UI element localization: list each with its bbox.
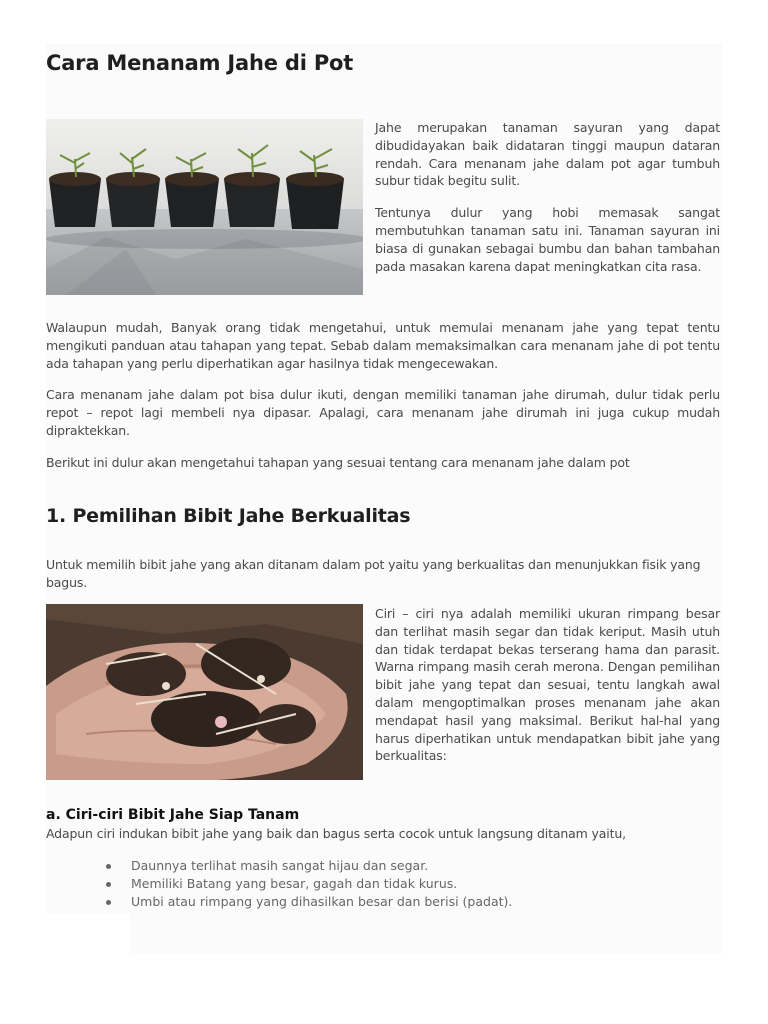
list-item xyxy=(106,875,706,893)
section-side-paragraph: Ciri – ciri nya adalah memiliki ukuran rimpang besar dan terlihat masih segar dan tidak keriput. Masih utuh dan tidak terdapat bekas terserang hama dan parasit. Warna rimpang masih cerah merona. Dengan pemilihan bibit jahe yang tepat dan sesuai, tentu langkah awal dalam mengoptimalkan proses menanam jahe akan mendapat hasil yang maksimal. Berikut hal-hal yang harus diperhatikan untuk mendapatkan bibit jahe yang berkualitas: xyxy=(375,606,720,764)
ginger-pots-photo xyxy=(46,119,363,295)
subsection-intro-paragraph: Adapun ciri indukan bibit jahe yang baik dan bagus serta cocok untuk langsung ditanam yaitu, xyxy=(46,826,626,841)
bullet-icon xyxy=(106,900,111,905)
section-side-text xyxy=(375,605,720,765)
list-item-text: Umbi atau rimpang yang dihasilkan besar dan berisi (padat). xyxy=(131,894,513,909)
subsection-heading: a. Ciri-ciri Bibit Jahe Siap Tanam xyxy=(46,807,300,823)
intro-side-text xyxy=(375,119,720,275)
section-intro-paragraph: Untuk memilih bibit jahe yang akan ditanam dalam pot yaitu yang berkualitas dan menunjukkan fisik yang bagus. xyxy=(46,557,701,590)
list-item xyxy=(106,893,706,911)
page-title: Cara Menanam Jahe di Pot xyxy=(46,51,354,75)
intro-paragraph: Tentunya dulur yang hobi memasak sangat membutuhkan tanaman satu ini. Tanaman sayuran ini biasa di gunakan sebagai bumbu dan bahan tambahan pada masakan karena dapat meningkatkan cita rasa. xyxy=(375,205,720,274)
document-content xyxy=(46,46,720,909)
subsection-intro xyxy=(46,825,720,843)
section-intro xyxy=(46,556,720,592)
page-background-tail xyxy=(130,905,722,955)
intro-row xyxy=(46,119,720,295)
list-item-text: Daunnya terlihat masih sangat hijau dan segar. xyxy=(131,858,429,873)
bullet-list xyxy=(106,857,706,911)
body-paragraph: Berikut ini dulur akan mengetahui tahapan yang sesuai tentang cara menanam jahe dalam pot xyxy=(46,454,630,470)
list-item-text: Memiliki Batang yang besar, gagah dan tidak kurus. xyxy=(131,876,458,891)
ginger-seed-hand-photo xyxy=(46,604,363,780)
body-paragraph: Cara menanam jahe dalam pot bisa dulur ikuti, dengan memiliki tanaman jahe dirumah, dulur tidak perlu repot – repot lagi membeli nya dipasar. Apalagi, cara menanam jahe dirumah ini juga cukup mudah dipraktekkan. xyxy=(46,387,720,438)
section-heading-wrap xyxy=(46,503,410,529)
body-text xyxy=(46,319,720,472)
intro-paragraph: Jahe merupakan tanaman sayuran yang dapat dibudidayakan baik didataran tinggi maupun dataran rendah. Cara menanam jahe dalam pot agar tumbuh subur tidak begitu sulit. xyxy=(375,120,720,189)
list-item xyxy=(106,857,706,875)
bullet-icon xyxy=(106,882,111,887)
section-heading: 1. Pemilihan Bibit Jahe Berkualitas xyxy=(46,505,411,527)
body-paragraph: Walaupun mudah, Banyak orang tidak mengetahui, untuk memulai menanam jahe yang tepat tentu mengikuti panduan atau tahapan yang tepat. Sebab dalam memaksimalkan cara menanam jahe di pot tentu ada tahapan yang perlu diperhatikan agar hasilnya tidak mengecewakan. xyxy=(46,320,720,371)
bullet-icon xyxy=(106,864,111,869)
subsection-heading-wrap xyxy=(46,805,299,825)
